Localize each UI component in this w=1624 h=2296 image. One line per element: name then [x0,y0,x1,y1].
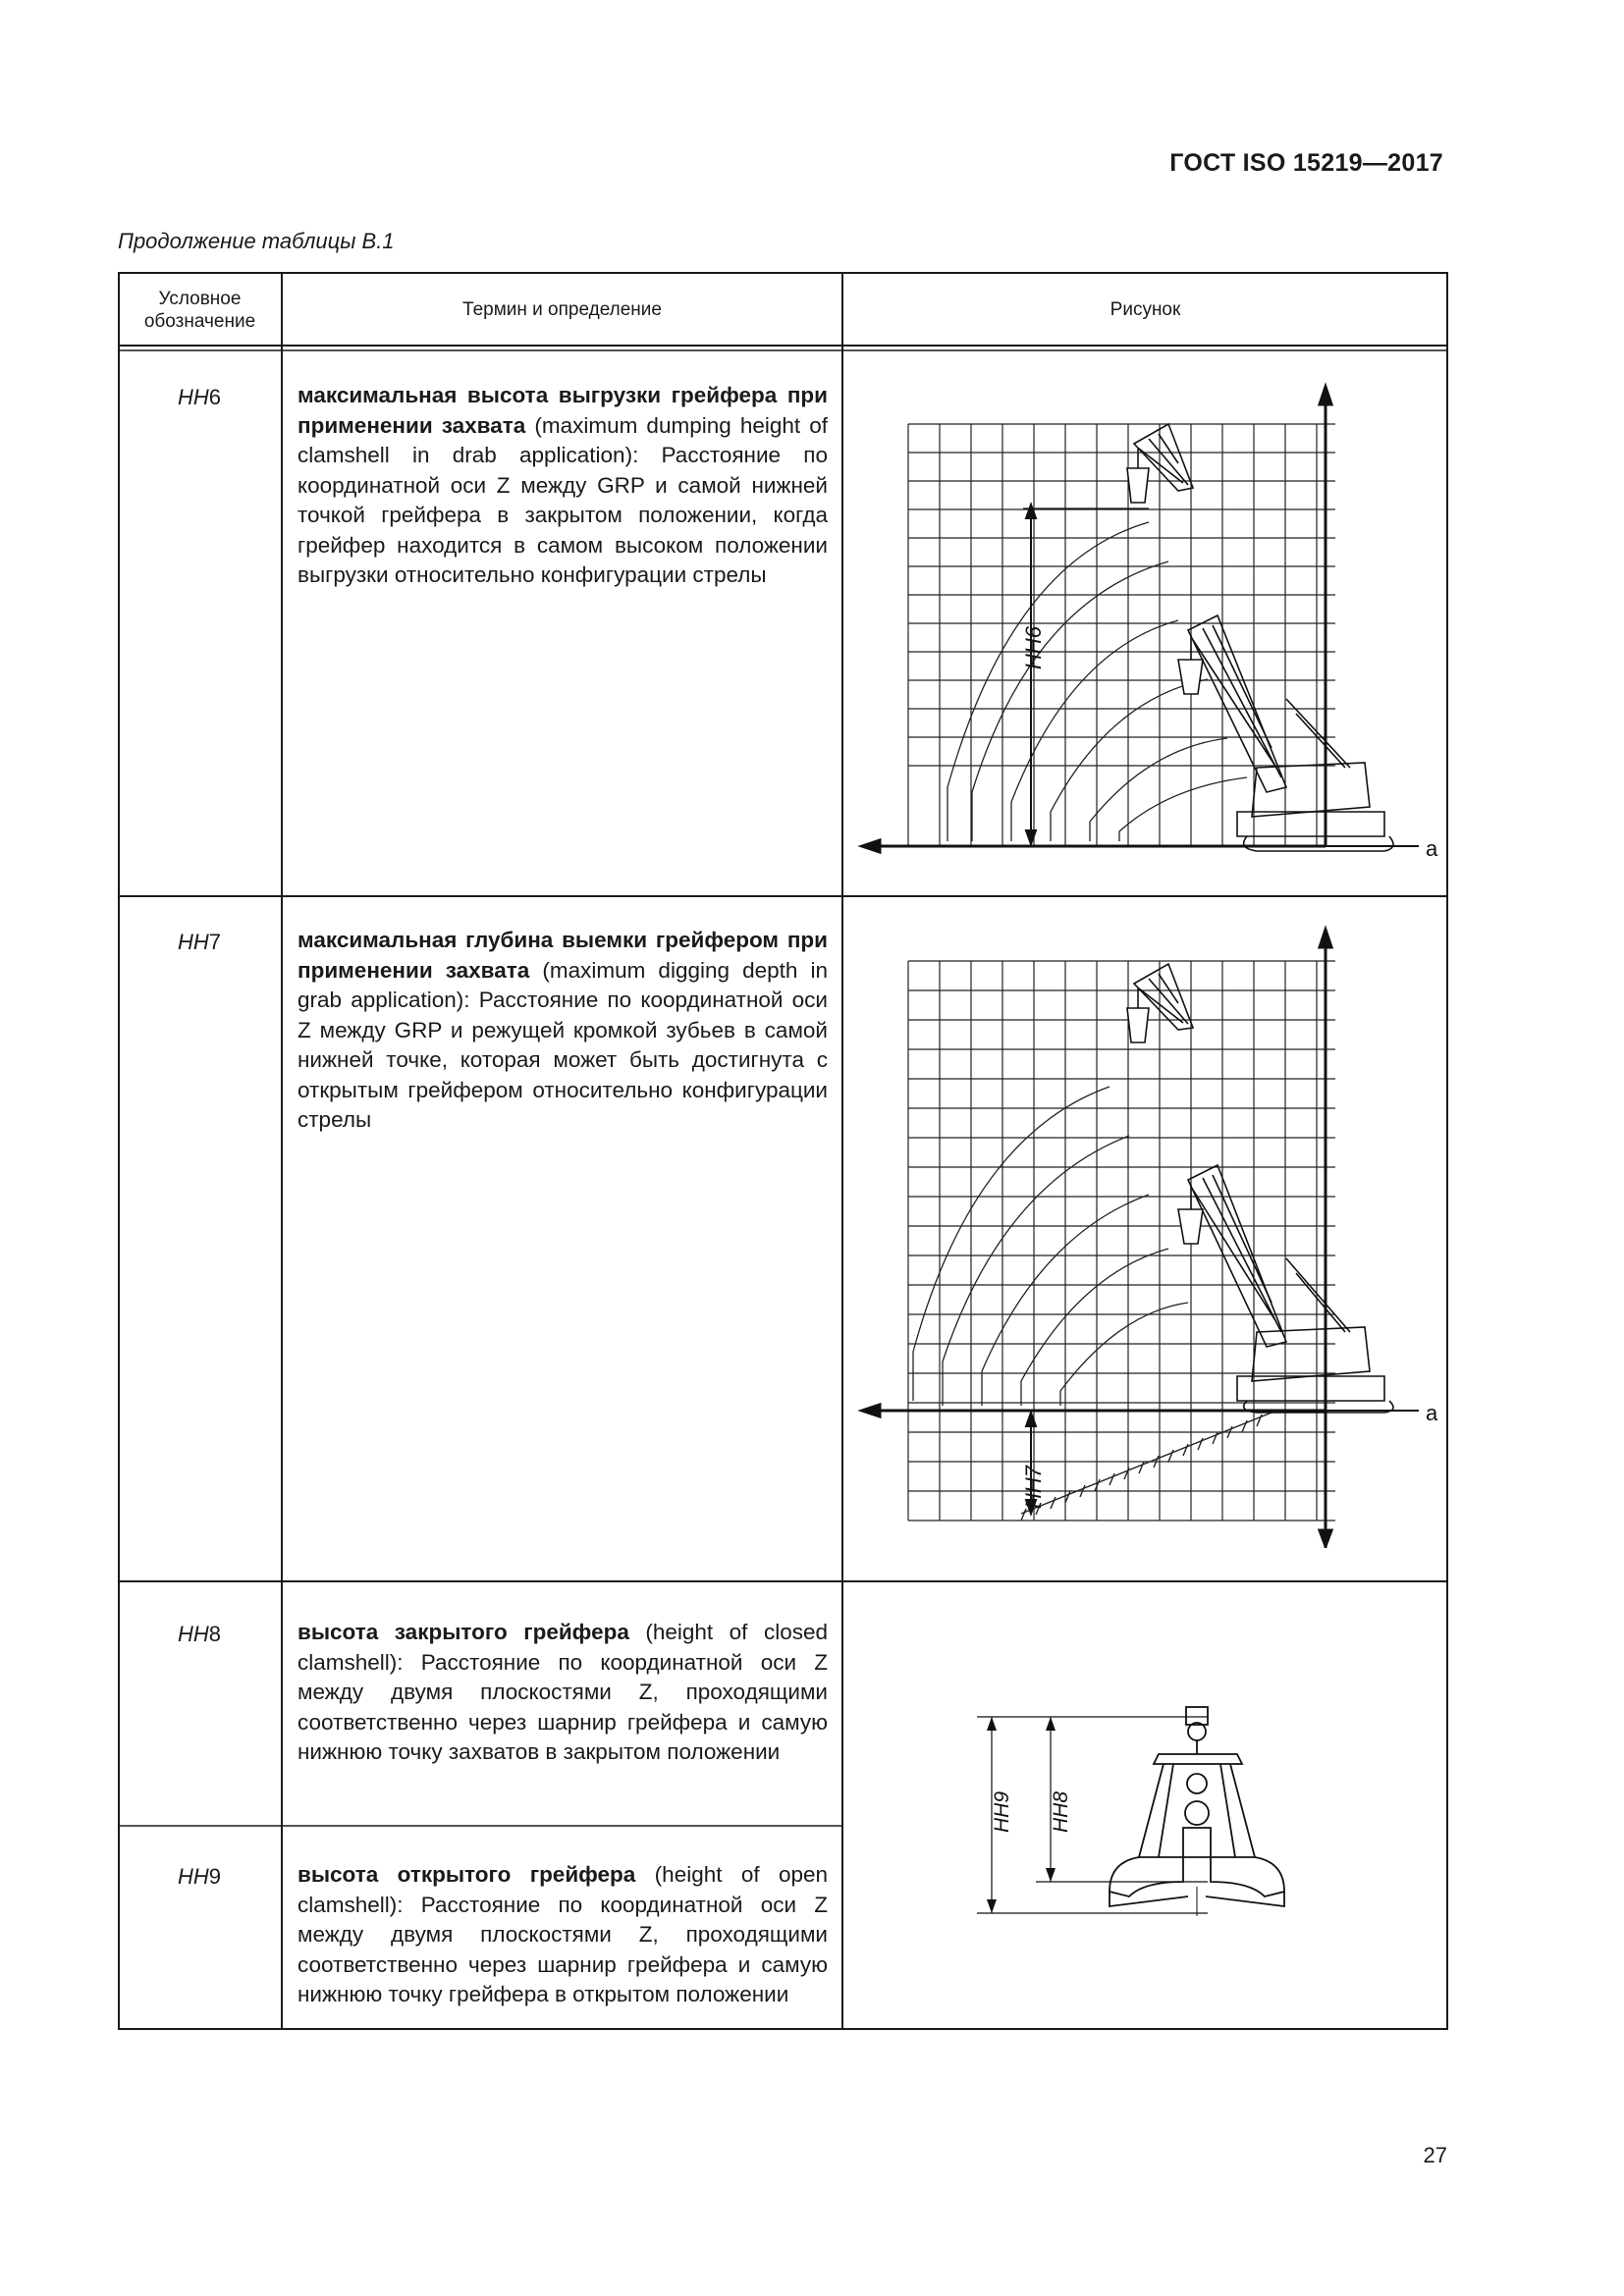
row-symbol-hh8 [118,1622,281,1647]
header-figure [842,274,1448,346]
symbol-prefix: HH [177,930,209,954]
excavation-slope [1021,1411,1276,1521]
figure-hh8-hh9-diagram [962,1685,1335,1931]
coordinate-grid [908,961,1335,1521]
symbol-number: 9 [208,1864,222,1889]
header-symbol [118,274,282,346]
document-id: ГОСТ ISO 15219—2017 [1169,149,1443,177]
hh7-label: HH7 [1021,1465,1046,1509]
page-number: 27 [1423,2143,1447,2167]
symbol-number: 8 [208,1622,222,1646]
term-definition: (maximum digging depth in grab application): Расстояние по координатной оси Z между GRP и режущей кромкой зубьев в самой нижней точке, которая может быть достигнута с открытым грейфером относительно конфигурации стрелы [298,957,828,1132]
hh9-label: HH9 [991,1790,1013,1833]
symbol-prefix: HH [177,1622,209,1646]
term-definition: (height of closed clamshell): Расстояние по координатной оси Z между двумя плоскостями Z, проходящими соответственно через шарнир грейфера и самую нижнюю точку захватов в закрытом положении [298,1620,828,1764]
row-term-hh8 [298,1618,828,1768]
header-term [282,274,842,346]
hh6-label: HH6 [1021,625,1046,669]
figure-hh7-diagram [854,920,1443,1548]
reach-arcs [913,1087,1188,1406]
symbol-number: 7 [208,930,222,954]
row-symbol-hh7 [118,930,281,955]
clamshell-grab [1110,1707,1284,1916]
ground-label-a: a [1426,836,1438,861]
header-figure-label: Рисунок [1110,299,1181,320]
hh6-dimension [1023,505,1149,844]
term-bold: максимальная высота выгрузки грейфера при применении захвата [298,383,828,438]
figure-hh6-diagram [854,375,1443,866]
term-bold: максимальная глубина выемки грейфером при применении захвата [298,928,828,983]
term-bold: высота закрытого грейфера [298,1620,629,1644]
symbol-prefix: HH [177,1864,209,1889]
symbol-number: 6 [208,385,222,409]
header-symbol-label: Условное обозначение [143,288,256,332]
term-bold: высота открытого грейфера [298,1862,636,1887]
row-symbol-hh9 [118,1864,281,1890]
row-term-hh7 [298,926,828,1136]
definitions-table [118,272,1448,2030]
row-term-hh6 [298,381,828,591]
table-caption: Продолжение таблицы В.1 [118,229,395,253]
row-term-hh9 [298,1860,828,2010]
hh8-label: HH8 [1050,1790,1072,1833]
term-definition: (height of open clamshell): Расстояние по координатной оси Z между двумя плоскостями Z, проходящими соответственно через шарнир грейфера и самую нижнюю точку грейфера в открытом положении [298,1862,829,2006]
header-term-label: Термин и определение [462,299,662,320]
row-symbol-hh6 [118,385,281,410]
axes [862,387,1419,852]
term-definition: (maximum dumping height of clamshell in drab application): Расстояние по координатной оси Z между GRP и самой нижней точкой грейфера в закрытом положении, когда грейфер находится в самом высоком положении выгрузки относительно конфигурации стрелы [298,412,828,587]
symbol-prefix: HH [177,385,209,409]
ground-label-a: a [1426,1401,1438,1425]
coordinate-grid [908,424,1335,846]
